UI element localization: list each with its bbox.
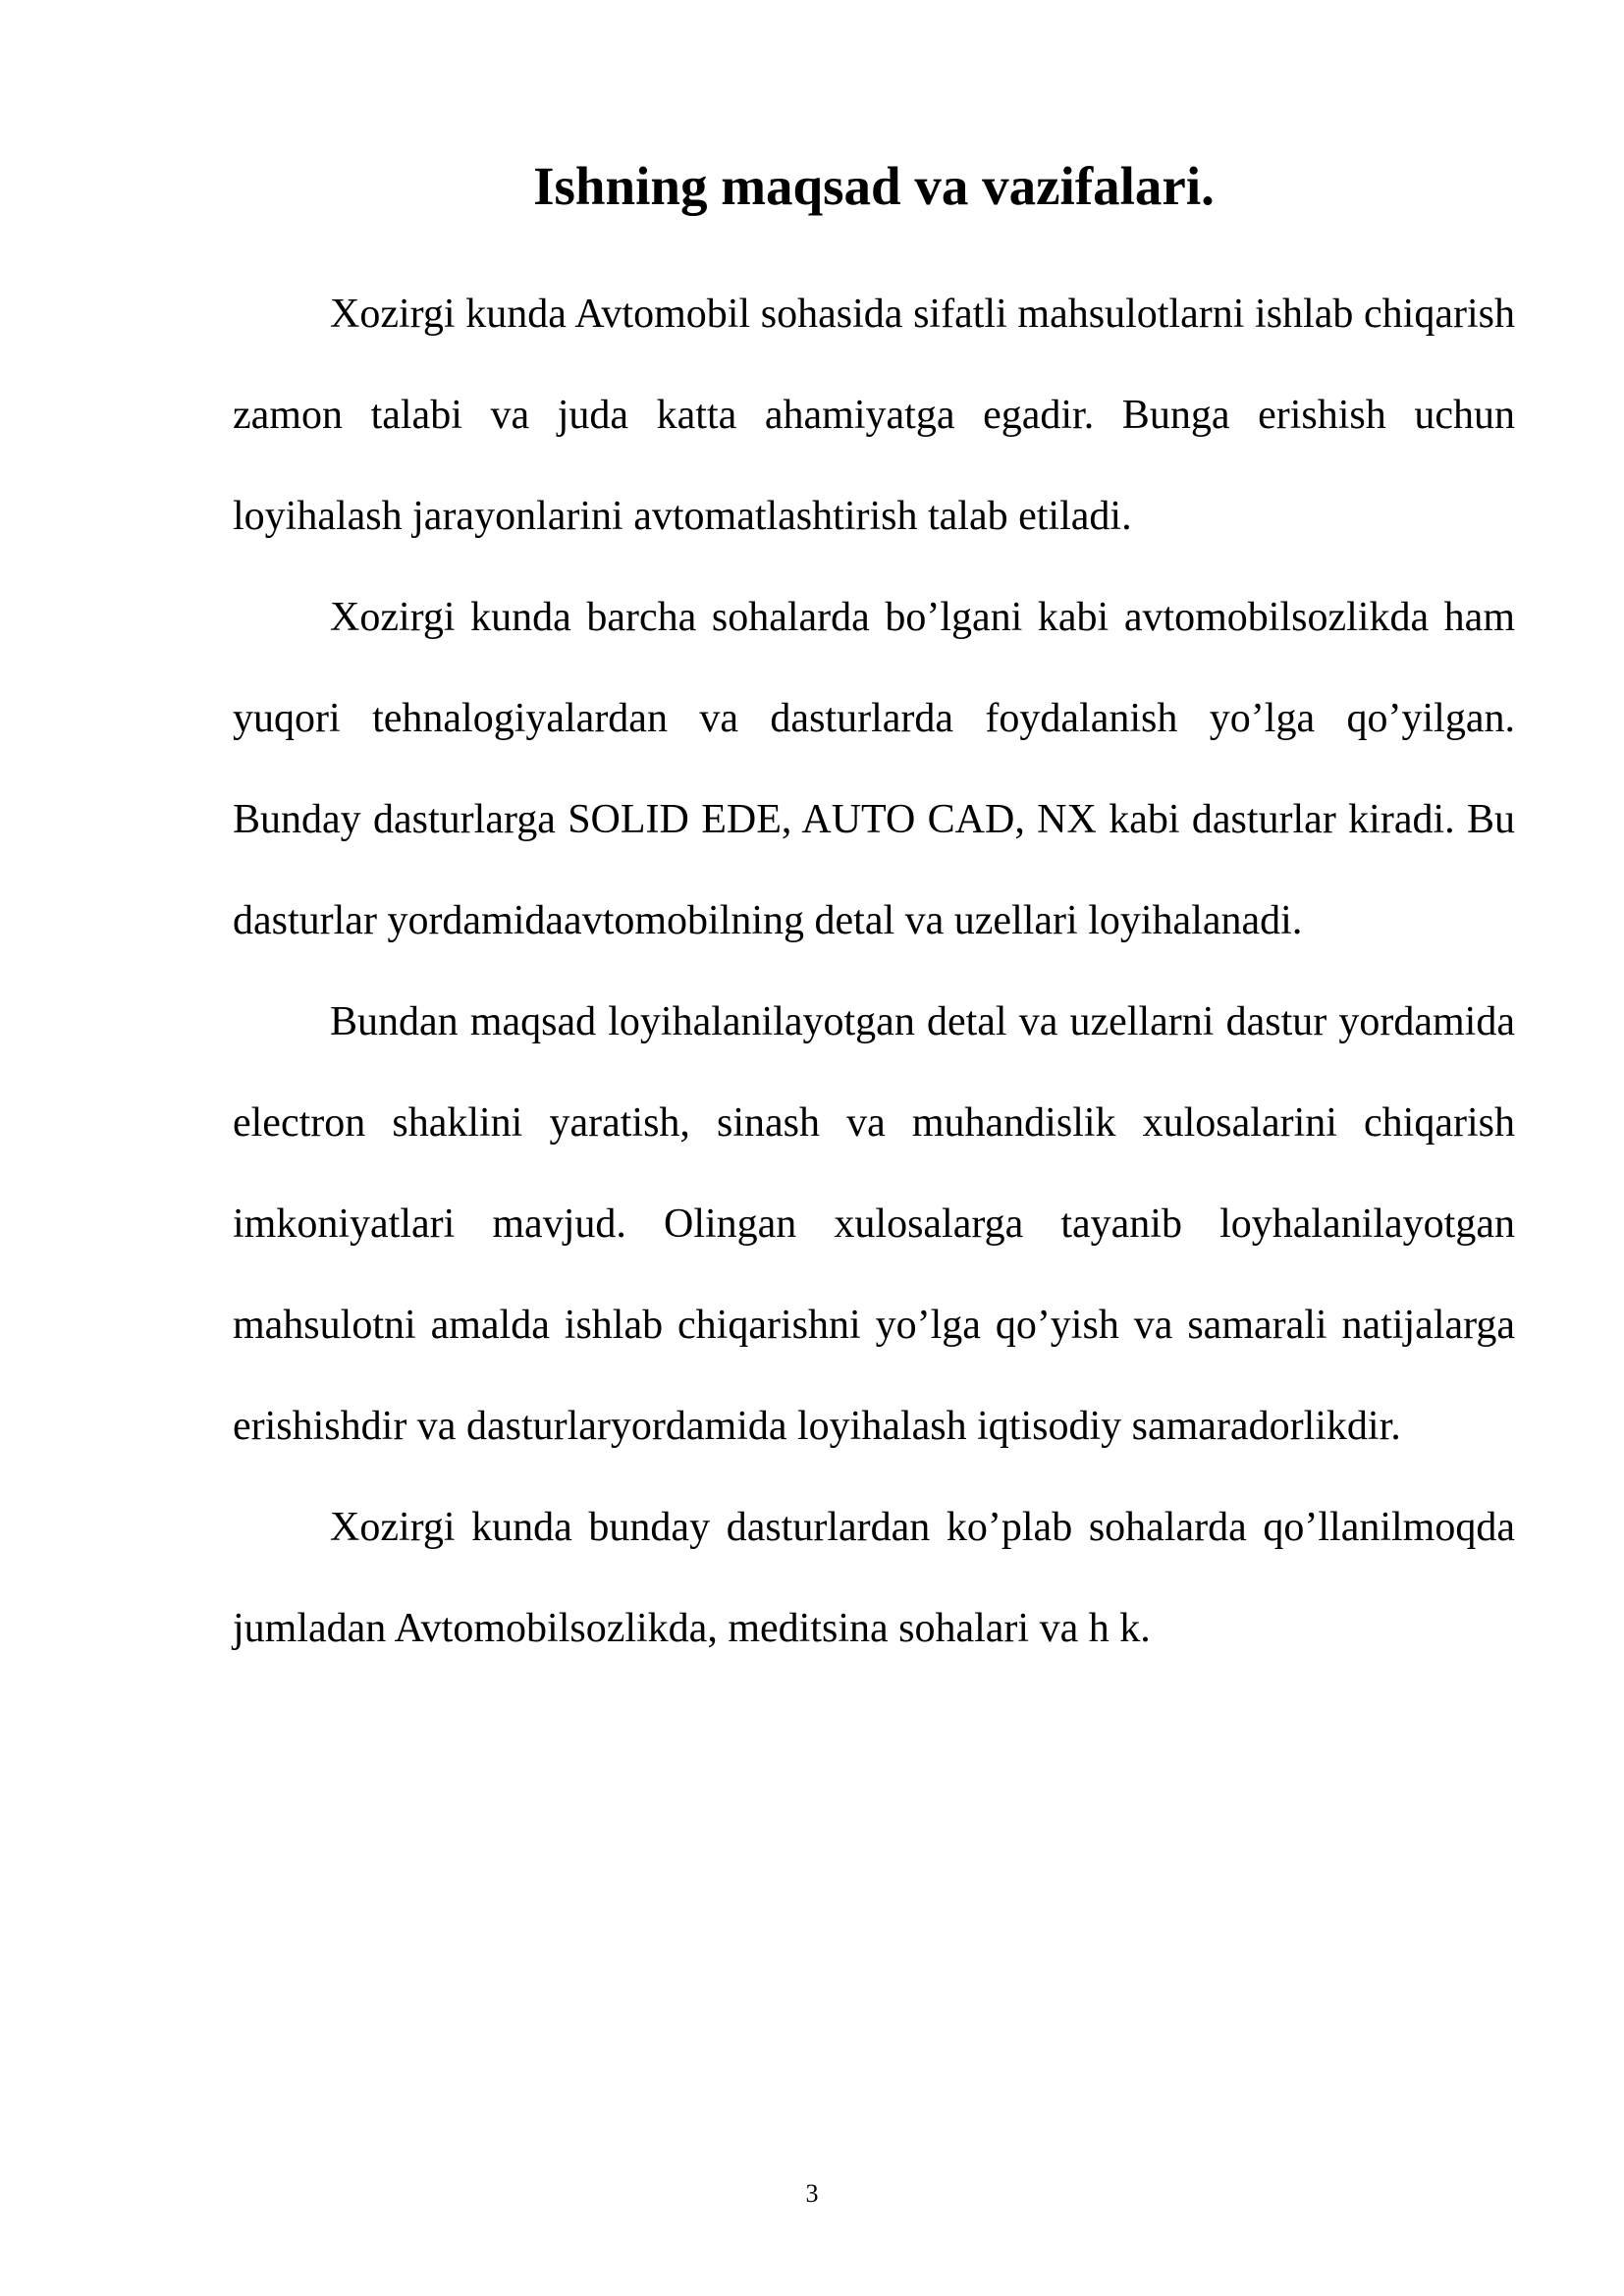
page-title: Ishning maqsad va vazifalari. xyxy=(533,156,1215,216)
paragraph-3: Bundan maqsad loyihalanilayotgan detal va uzellarni dastur yordamida electron shaklini yaratish, sinash va muhandislik xulosalarini chiqarish imkoniyatlari mavjud. Olingan xulosalarga tayanib loyhalanilayotgan mahsulotni amalda ishlab chiqarishni yo’lga qo’yish va samarali natijalarga erishishdir va dasturlaryordamida loyihalash iqtisodiy samaradorlikdir. xyxy=(233,999,1515,1449)
paragraph-1: Xozirgi kunda Avtomobil sohasida sifatli mahsulotlarni ishlab chiqarish zamon talabi va juda katta ahamiyatga egadir. Bunga erishish uchun loyihalash jarayonlarini avtomatlashtirish talab etiladi. xyxy=(233,292,1515,539)
page-number: 3 xyxy=(805,2179,819,2208)
paragraph-2: Xozirgi kunda barcha sohalarda bo’lgani kabi avtomobilsozlikda ham yuqori tehnalogiyalardan va dasturlarda foydalanish yo’lga qo’yilgan. Bunday dasturlarga SOLID EDE, AUTO CAD, NX kabi dasturlar kiradi. Bu dasturlar yordamidaavtomobilning detal va uzellari loyihalanadi. xyxy=(233,595,1515,943)
paragraph-4: Xozirgi kunda bunday dasturlardan ko’plab sohalarda qo’llanilmoqda jumladan Avtomobilsozlikda, meditsina sohalari va h k. xyxy=(233,1505,1515,1651)
body-text xyxy=(233,264,1515,1680)
